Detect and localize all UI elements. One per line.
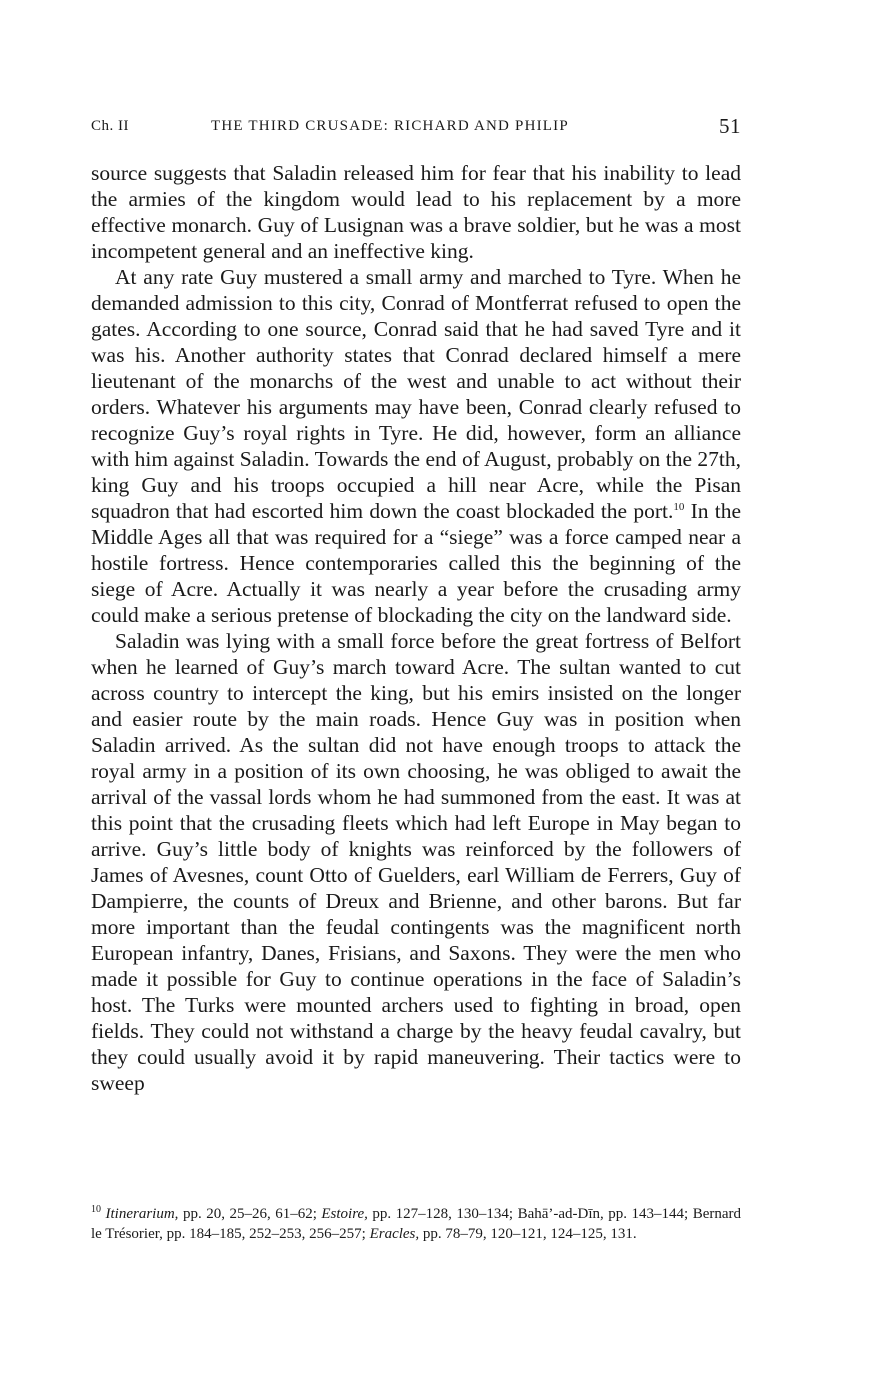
running-title: THE THIRD CRUSADE: RICHARD AND PHILIP [211,118,569,134]
paragraph-3: Saladin was lying with a small force before the great fortress of Belfort when he learned of Guy’s march toward Acre. The sultan wanted to cut across country to intercept the king, but his emirs insisted on the longer and easier route by the main roads. Hence Guy was in position when Saladin arrived. As the sultan did not have enough troops to attack the royal army in a position of its own choosing, he was obliged to await the arrival of the vassal lords whom he had summoned from the east. It was at this point that the crusading fleets which had left Europe in May began to arrive. Guy’s little body of knights was reinforced by the followers of James of Avesnes, count Otto of Guelders, earl William de Ferrers, Guy of Dampierre, the counts of Dreux and Brienne, and other barons. But far more important than the feudal contingents was the magnificent north European infantry, Danes, Frisians, and Saxons. They were the men who made it possible for Guy to continue operations in the face of Saladin’s host. The Turks were mounted archers used to fighting in broad, open fields. They could not withstand a charge by the heavy feudal cavalry, but they could usually avoid it by rapid maneuvering. Their tactics were to sweep [91,629,741,1095]
footnote-source-2: Estoire, [321,1206,368,1222]
paragraph-2-text-a: At any rate Guy mustered a small army and marched to Tyre. When he demanded admission to this city, Conrad of Montferrat refused to open the gates. According to one source, Conrad said that he had saved Tyre and it was his. Another authority states that Conrad declared himself a mere lieutenant of the monarchs of the west and unable to act without their orders. Whatever his arguments may have been, Conrad clearly refused to recognize Guy’s royal rights in Tyre. He did, however, form an alliance with him against Saladin. Towards the end of August, probably on the 27th, king Guy and his troops occupied a hill near Acre, while the Pisan squadron that had escorted him down the coast blockaded the port. [91,265,741,523]
footnote-source-3: Eracles, [369,1226,420,1242]
body-text [91,160,741,1096]
chapter-label: Ch. II [91,118,129,134]
footnote-reference: 10 [673,500,685,513]
footnote [91,1204,741,1244]
footnote-pages-2: pp. 127–128, 130–134; Bahā’-ad-Dīn, pp. 143–144; Bernard le Trésorier, pp. 184–185, 252–253, 256–257; [91,1206,742,1242]
footnote-pages-3: pp. 78–79, 120–121, 124–125, 131. [419,1226,637,1242]
paragraph-2 [91,264,741,628]
page-number: 51 [719,114,741,138]
running-header [91,116,741,138]
footnote-number: 10 [91,1204,101,1215]
footnote-source-1: Itinerarium, [105,1206,179,1222]
paragraph-2-text-b: In the Middle Ages all that was required for a “siege” was a force camped near a hostile fortress. Hence contemporaries called this the beginning of the siege of Acre. Actually it was nearly a year before the crusading army could make a serious pretense of blockading the city on the landward side. [91,499,741,627]
paragraph-1: source suggests that Saladin released him for fear that his inability to lead the armies of the kingdom would lead to his replacement by a more effective monarch. Guy of Lusignan was a brave soldier, but he was a most incompetent general and an ineffective king. [91,161,741,263]
footnote-pages-1: pp. 20, 25–26, 61–62; [178,1206,322,1222]
